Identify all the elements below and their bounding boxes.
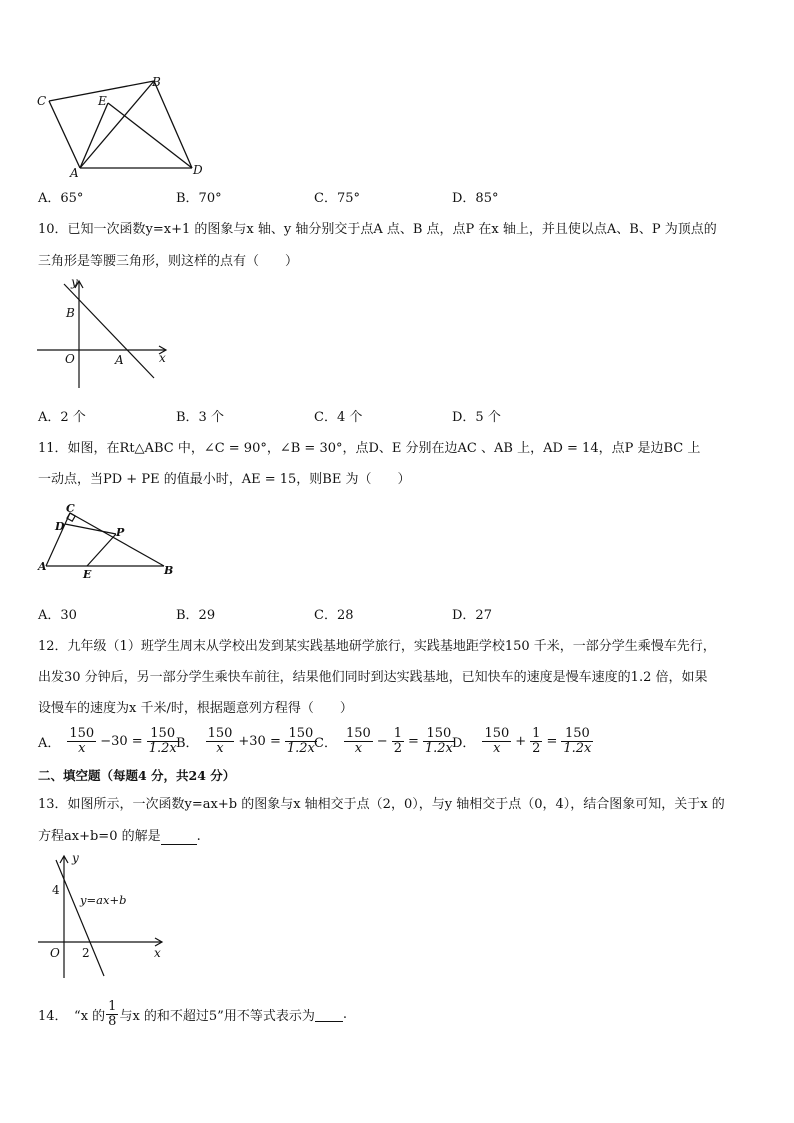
q10-option-b[interactable]: B．3 个	[176, 410, 224, 425]
q9-option-a[interactable]: A．65°	[38, 191, 84, 206]
q13-line-2: 方程ax+b=0 的解是 .	[38, 829, 201, 844]
q10-option-a[interactable]: A．2 个	[38, 410, 86, 425]
fig9-label-d: D	[193, 163, 203, 177]
section-heading: 二、填空题（每题4 分，共24 分）	[38, 768, 236, 783]
q12-line-3: 设慢车的速度为x 千米/时，根据题意列方程得（ ）	[38, 701, 353, 716]
q9-option-b[interactable]: B．70°	[176, 191, 222, 206]
q10-figure	[34, 276, 179, 394]
q11-figure	[36, 500, 181, 580]
fig9-label-b: B	[152, 75, 161, 89]
q9-option-d[interactable]: D．85°	[452, 191, 499, 206]
q12-option-d[interactable]: D． $\frac{150}{x}$ + $\frac{1}{2}$ = $\frac{150}{1.2x}$	[452, 725, 592, 756]
q11-option-a[interactable]: A．30	[38, 608, 77, 623]
fig10-label-x: x	[159, 351, 166, 365]
fig11-label-a: A	[38, 560, 47, 573]
fig10-label-b: B	[66, 306, 75, 320]
fig11-label-d: D	[55, 520, 65, 533]
fig10-label-o: O	[65, 352, 75, 366]
q10-option-c[interactable]: C．4 个	[314, 410, 363, 425]
q10-option-d[interactable]: D．5 个	[452, 410, 501, 425]
fig13-label-o: O	[50, 946, 60, 960]
q13-line-1: 13．如图所示，一次函数y=ax+b 的图象与x 轴相交于点（2，0），与y 轴相交于点（0，4），结合图象可知，关于x 的	[38, 797, 725, 812]
q12-option-c[interactable]: C． $\frac{150}{x}$ − $\frac{1}{2}$ = $\frac{150}{1.2x}$	[314, 725, 453, 756]
q9-option-c[interactable]: C．75°	[314, 191, 360, 206]
fig13-label-2: 2	[82, 946, 90, 960]
q11-option-b[interactable]: B．29	[176, 608, 216, 623]
q12-option-b[interactable]: B． $\frac{150}{x}$ +30 = $\frac{150}{1.2x}$	[176, 725, 315, 756]
q14-line: 14． “x 的 $\frac{1}{8}$ 与x 的和不超过5”用不等式表示为 .	[38, 998, 347, 1029]
q14-fraction: $\frac{1}{8}$	[108, 998, 117, 1029]
q10-line-2: 三角形是等腰三角形，则这样的点有（ ）	[38, 254, 299, 269]
q13-figure	[34, 850, 174, 982]
fig9-label-e: E	[98, 94, 107, 108]
q9-figure	[30, 72, 220, 182]
fig10-label-y: y	[71, 276, 78, 289]
fig11-label-c: C	[66, 502, 75, 515]
fig11-label-b: B	[164, 564, 174, 577]
fig9-label-a: A	[70, 166, 79, 180]
q11-option-d[interactable]: D．27	[452, 608, 492, 623]
fig9-label-c: C	[37, 94, 47, 108]
q14-answer-blank[interactable]	[315, 1006, 343, 1022]
q12-line-1: 12．九年级（1）班学生周末从学校出发到某实践基地研学旅行，实践基地距学校150 千米，一部分学生乘慢车先行，	[38, 639, 716, 654]
q13-answer-blank[interactable]	[161, 829, 197, 845]
q10-line-1: 10．已知一次函数y=x+1 的图象与x 轴、y 轴分别交于点A 点、B 点，点P 在x 轴上，并且使以点A、B、P 为顶点的	[38, 222, 717, 237]
fig10-label-a: A	[115, 353, 124, 367]
fig11-label-p: P	[116, 526, 125, 539]
fig13-label-y: y	[72, 851, 79, 865]
fig13-label-fn: y=ax+b	[80, 893, 127, 907]
q11-line-1: 11．如图，在Rt△ABC 中，∠C = 90°，∠B = 30°，点D、E 分别在边AC 、AB 上，AD = 14，点P 是边BC 上	[38, 441, 701, 456]
fig11-label-e: E	[83, 568, 92, 580]
q11-option-c[interactable]: C．28	[314, 608, 354, 623]
q12-line-2: 出发30 分钟后，另一部分学生乘快车前往，结果他们同时到达实践基地，已知快车的速度是慢车速度的1.2 倍，如果	[38, 670, 708, 685]
q12-option-a[interactable]: A． $\frac{150}{x}$ −30 = $\frac{150}{1.2x}$	[38, 725, 177, 756]
q11-line-2: 一动点，当PD + PE 的值最小时，AE = 15，则BE 为（ ）	[38, 472, 411, 487]
fig13-label-x: x	[154, 946, 161, 960]
fig13-label-4: 4	[52, 883, 60, 897]
